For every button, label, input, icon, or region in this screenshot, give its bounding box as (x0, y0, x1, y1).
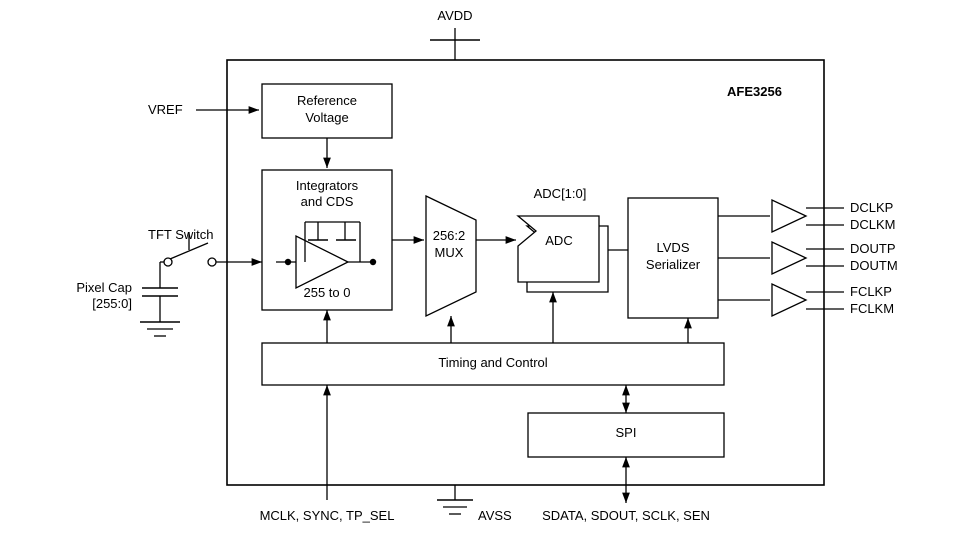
output-label-doutp: DOUTP (850, 241, 896, 256)
reference-voltage-line2: Voltage (305, 110, 349, 125)
spi-label: SPI (615, 425, 637, 440)
avss-label: AVSS (478, 508, 512, 523)
output-label-doutm: DOUTM (850, 258, 898, 273)
output-label-fclkp: FCLKP (850, 284, 892, 299)
pixel-cap-label-line1: Pixel Cap (76, 280, 132, 295)
tft-switch-label: TFT Switch (148, 227, 214, 242)
driver-dout (772, 242, 806, 274)
timing-control-label: Timing and Control (438, 355, 548, 370)
output-node-dot (370, 259, 376, 265)
output-label-dclkm: DCLKM (850, 217, 896, 232)
mux-line2: MUX (434, 245, 464, 260)
pixel-cap-label-line2: [255:0] (92, 296, 132, 311)
chip-label: AFE3256 (727, 84, 782, 99)
adc-shape-front (518, 216, 599, 282)
output-label-dclkp: DCLKP (850, 200, 894, 215)
vref-label: VREF (148, 102, 183, 117)
input-node-dot (285, 259, 291, 265)
avdd-label: AVDD (437, 8, 473, 23)
integrators-line2: and CDS (300, 194, 354, 209)
integrators-line1: Integrators (295, 178, 359, 193)
reference-voltage-line1: Reference (297, 93, 357, 108)
mux-line1: 256:2 (432, 228, 466, 243)
switch-terminal-right (208, 258, 216, 266)
driver-fclk (772, 284, 806, 316)
spi-signals-label: SDATA, SDOUT, SCLK, SEN (542, 508, 710, 523)
integrators-range-label: 255 to 0 (303, 285, 351, 300)
output-label-fclkm: FCLKM (850, 301, 895, 316)
control-signals-label: MCLK, SYNC, TP_SEL (259, 508, 395, 523)
driver-dclk (772, 200, 806, 232)
adc-bus-label: ADC[1:0] (533, 186, 587, 201)
lvds-line2: Serializer (645, 257, 701, 272)
adc-label: ADC (545, 233, 573, 248)
lvds-line1: LVDS (656, 240, 690, 255)
